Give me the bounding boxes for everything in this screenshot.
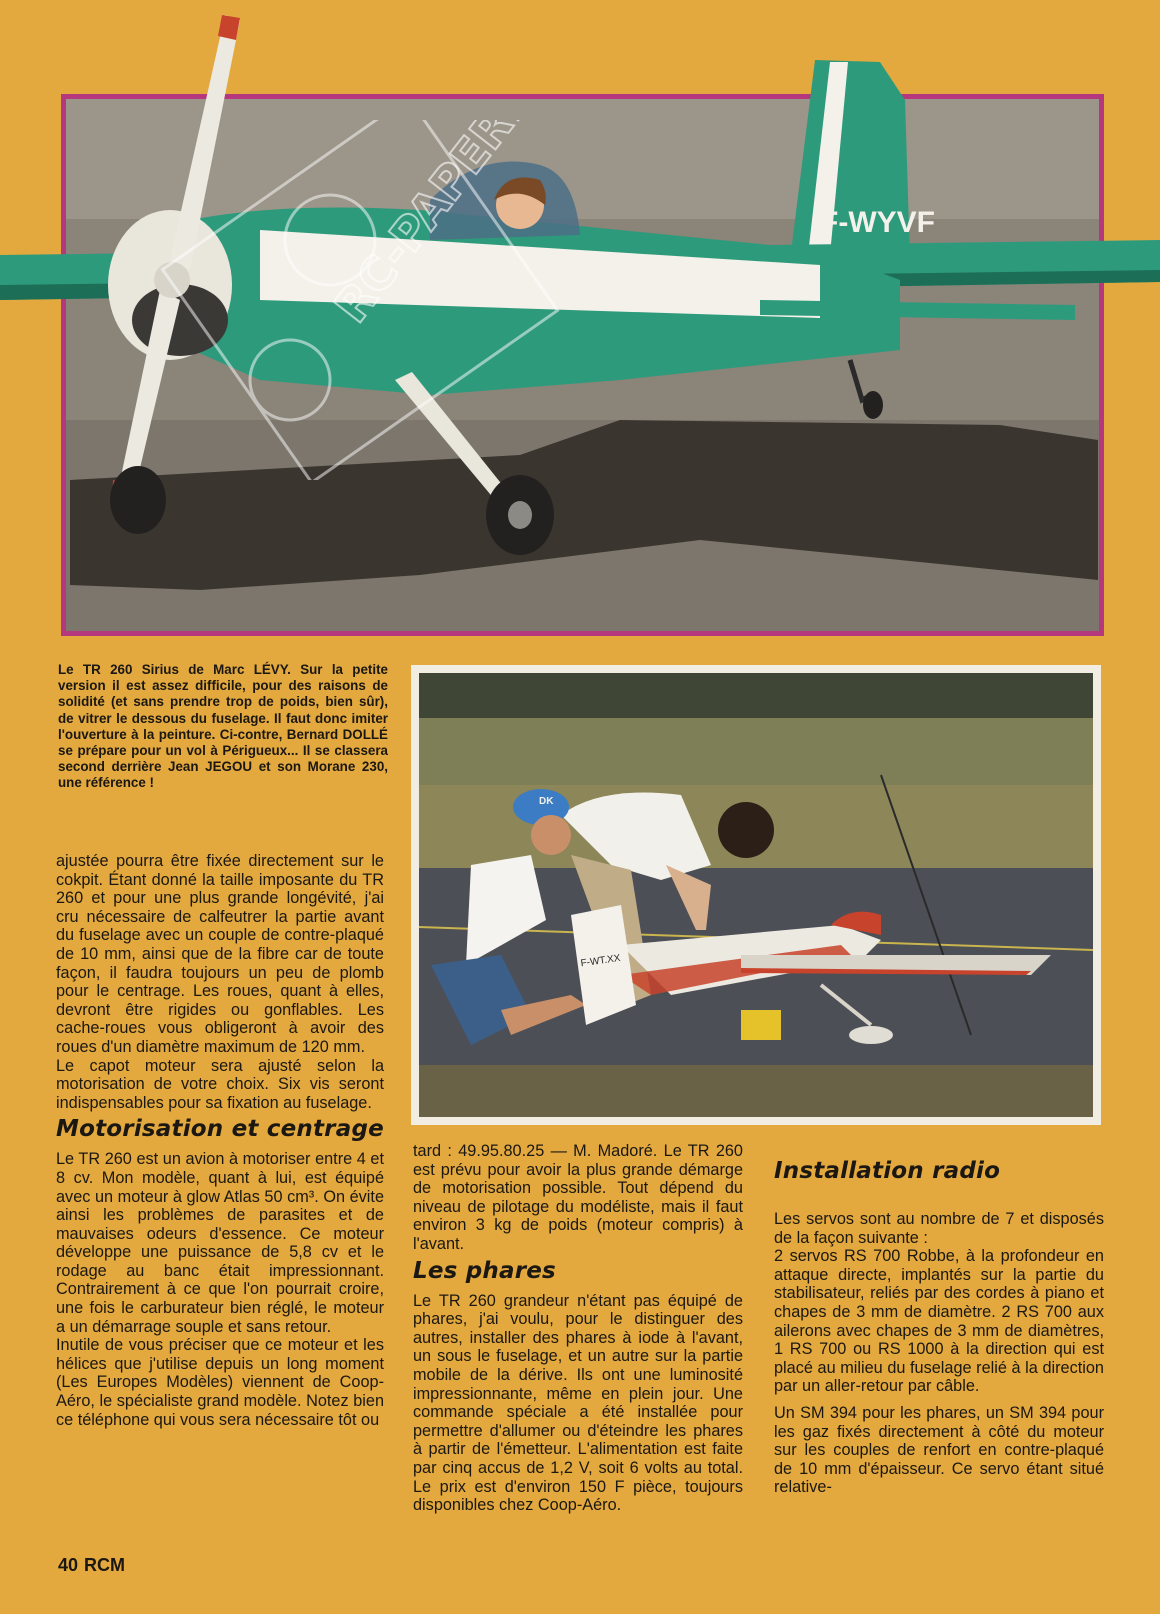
col1-paragraph-4: Inutile de vous préciser que ce moteur et les hélices que j'utilise depuis un long moment (Les Europes Modèles) viennent de Coop-Aéro, le spécialiste grand modèle. Notez bien ce téléphone qui vous sera nécessaire tôt ou — [56, 1336, 384, 1429]
registration-model: F-WT.XX — [579, 952, 622, 970]
right-photo — [411, 665, 1101, 1125]
col3-paragraph-1: Les servos sont au nombre de 7 et disposés de la façon suivante : — [774, 1210, 1104, 1247]
page-footer — [58, 1555, 125, 1576]
column-2 — [413, 1142, 743, 1515]
col1-paragraph-3: Le TR 260 est un avion à motoriser entre 4 et 8 cv. Mon modèle, quant à lui, est équipé avec un moteur à glow Atlas 50 cm³. On évite ainsi les problèmes de parasites et de mauvaises odeurs d'essence. Ce moteur développe une puissance de 5,8 cv et le rodage au banc était impressionnant. Contrairement à ce que l'on pourrait croire, une fois le carburateur bien réglé, le moteur a un démarrage souple et sans retour. — [56, 1150, 384, 1336]
heading-phares: Les phares — [413, 1257, 556, 1284]
top-photo — [0, 0, 1160, 640]
heading-motorisation: Motorisation et centrage — [56, 1116, 384, 1143]
col1-paragraph-1: ajustée pourra être fixée directement sur le cokpit. Étant donné la taille imposante du TR 260 et pour une plus grande longévité, j'ai cru nécessaire de calfeutrer la partie avant du fuselage avec un couple de contre-plaqué de 10 mm, ainsi que de la fibre car de toute façon, il faudra toujours un peu de plomb pour le centrage. Les roues, quant à elles, devront être rigides ou gonflables. Les cache-roues vous obligeront à avoir des roues d'un diamètre maximum de 120 mm. — [56, 852, 384, 1056]
col1-paragraph-2: Le capot moteur sera ajusté selon la motorisation de votre choix. Six vis seront indispensables pour sa fixation au fuselage. — [56, 1056, 384, 1112]
col3-paragraph-3: Un SM 394 pour les phares, un SM 394 pour les gaz fixés directement à côté du moteur sur les couples de renfort en contre-plaqué de 10 mm d'épaisseur. Ce servo étant situé relative- — [774, 1403, 1104, 1497]
photo-caption: Le TR 260 Sirius de Marc LÉVY. Sur la petite version il est assez difficile, pour des raisons de solidité (et sans prendre trop de poids, bien sûr), de vitrer le dessous du fuselage. Il faut donc imiter l'ouverture à la peinture. Ci-contre, Bernard DOLLÉ se prépare pour un vol à Périgueux... Il se classera second derrière Jean JEGOU et son Morane 230, une référence ! — [58, 662, 388, 791]
heading-installation-radio: Installation radio — [774, 1158, 1001, 1184]
magazine-name: RCM — [84, 1555, 126, 1575]
column-1 — [56, 852, 384, 1429]
col2-paragraph-2: Le TR 260 grandeur n'étant pas équipé de phares, j'ai voulu, pour le distinguer des autres, installer des phares à iode à l'avant, un sous le fuselage, et un autre sur la partie mobile de la dérive. Ils ont une luminosité impressionnante, même en plein jour. Une commande spéciale a été installée pour permettre d'allumer ou d'éteindre les phares à partir de l'émetteur. L'alimentation est faite par cinq accus de 1,2 V, soit 6 volts au total. Le prix est d'environ 150 F pièce, toujours disponibles chez Coop-Aéro. — [413, 1291, 743, 1515]
cap-logo: DK — [539, 796, 554, 807]
registration-top: F-WYVF — [820, 206, 935, 239]
col2-paragraph-1: tard : 49.95.80.25 — M. Madoré. Le TR 260 est prévu pour avoir la plus grande démarge de motorisation possible. Tout dépend du niveau de pilotage du modéliste, mais il faut environ 3 kg de poids (moteur compris) à l'avant. — [413, 1142, 743, 1253]
col3-paragraph-2: 2 servos RS 700 Robbe, à la profondeur en attaque directe, implantés sur la partie du stabilisateur, reliés par des cordes à piano et chapes de 3 mm de diamètre. 2 RS 700 aux ailerons avec chapes de 3 mm de diamètres, 1 RS 700 ou RS 1000 à la direction qui est placé au milieu du fuselage relié à la direction par un aller-retour par câble. — [774, 1247, 1104, 1396]
column-3 — [774, 1154, 1104, 1497]
page-number: 40 — [58, 1555, 79, 1575]
